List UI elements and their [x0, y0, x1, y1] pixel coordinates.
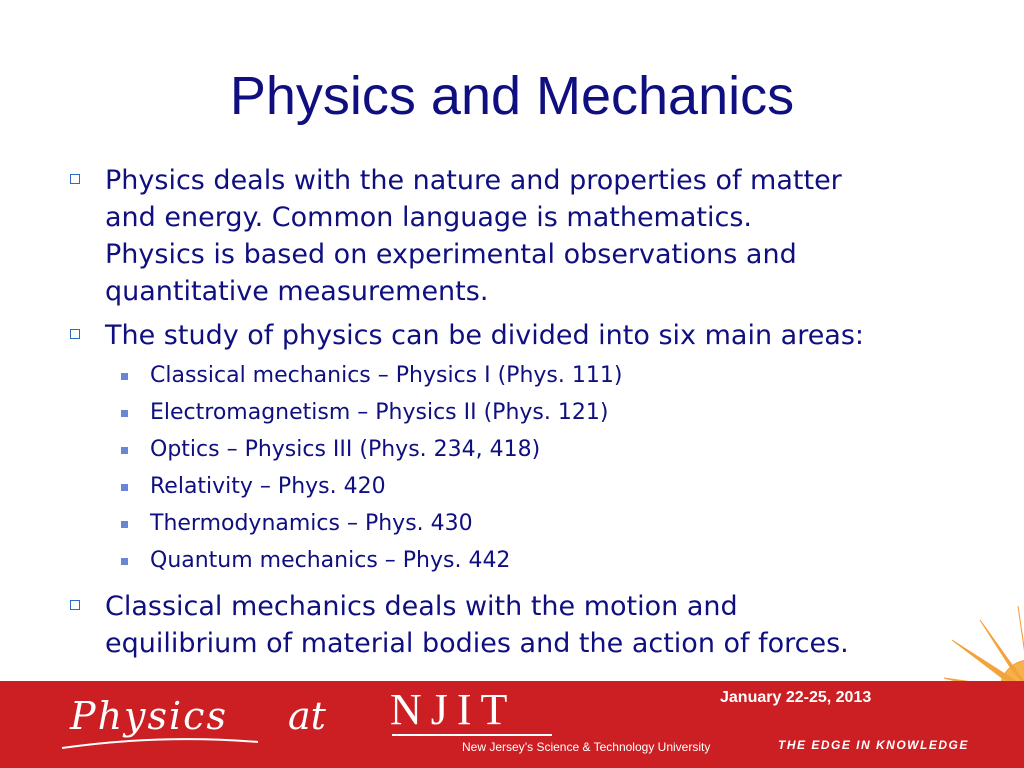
- event-date: January 22-25, 2013: [720, 689, 872, 706]
- sub-bullet-icon: [121, 373, 128, 380]
- sub-bullet-icon: [121, 558, 128, 565]
- njit-logo: NJIT: [390, 685, 517, 734]
- njit-logo-rule: [392, 734, 552, 736]
- bullet-line: Classical mechanics deals with the motion and: [105, 591, 738, 622]
- swoosh-icon: [60, 736, 260, 752]
- sub-bullet-item: Relativity – Phys. 420: [150, 474, 386, 499]
- sub-bullet-item: Electromagnetism – Physics II (Phys. 121): [150, 400, 609, 425]
- footer-physics-logo: Physics: [70, 694, 228, 738]
- bullet-line: Physics is based on experimental observations and: [105, 239, 797, 270]
- edge-tagline: THE EDGE IN KNOWLEDGE: [778, 738, 969, 752]
- sub-bullet-icon: [121, 447, 128, 454]
- bullet-square-icon: [70, 174, 80, 184]
- slide-title: Physics and Mechanics: [229, 66, 795, 126]
- sub-bullet-icon: [121, 484, 128, 491]
- bullet-line: quantitative measurements.: [105, 276, 489, 307]
- sub-bullet-item: Quantum mechanics – Phys. 442: [150, 548, 511, 573]
- bullet-line: equilibrium of material bodies and the action of forces.: [105, 628, 849, 659]
- bullet-square-icon: [70, 329, 80, 339]
- bullet-line: The study of physics can be divided into six main areas:: [105, 320, 865, 351]
- bullet-square-icon: [70, 600, 80, 610]
- sub-bullet-item: Thermodynamics – Phys. 430: [150, 511, 473, 536]
- bullet-line: and energy. Common language is mathematics.: [105, 202, 752, 233]
- sub-bullet-icon: [121, 521, 128, 528]
- university-tagline: New Jersey’s Science & Technology University: [462, 740, 711, 754]
- sub-bullet-icon: [121, 410, 128, 417]
- footer-at-text: at: [288, 694, 326, 738]
- sub-bullet-item: Classical mechanics – Physics I (Phys. 111): [150, 363, 623, 388]
- sub-bullet-item: Optics – Physics III (Phys. 234, 418): [150, 437, 541, 462]
- bullet-line: Physics deals with the nature and properties of matter: [105, 165, 842, 196]
